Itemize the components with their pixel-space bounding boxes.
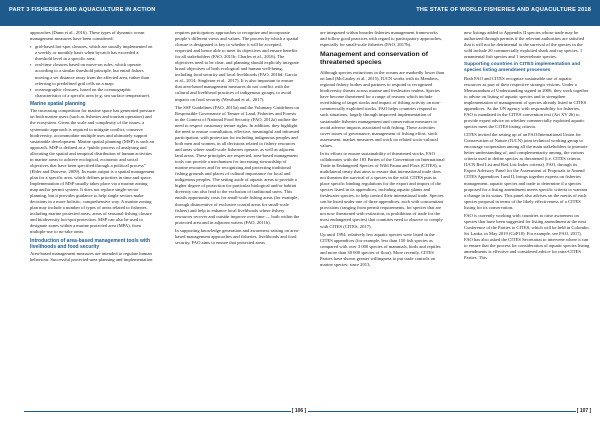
paragraph: approaches (Dunn et al., 2016). These types of dynamic ocean management measures have been considered: bbox=[30, 30, 145, 42]
paragraph: requires participatory approaches to recognize and incorporate people’s different views and values. The process by which a spatial closure is designated is key to whether it will be accepted, respected and hence able to meet its objectives and ensure benefits for all stakeholders (FAO, 2011b; Charles et al., 2016). The objectives need to be clear, and planning should explicitly integrate broad objectives of both ecological and human well-being, including food security and local livelihoods (FAO, 2016d; Garcia et al., 2014; Singleton et al., 2017). It is also important to ensure that area-based management measures do not conflict with the cultural and livelihood practices of indigenous groups, to avoid impacts on food security (Westlund et al., 2017). bbox=[175, 30, 299, 102]
list-item: ▪ real-time closures based on move-on rules, which operate according to a similar threshold principle, but entail fishers moving a set distance away from the affected area, rather than referring to predefined grid cells on a map; bbox=[30, 62, 155, 86]
text-column-3 bbox=[320, 30, 445, 404]
section-heading-msp: Marine spatial planning bbox=[30, 100, 86, 107]
paragraph: Both FAO and CITES recognize sustainable use of aquatic resources as part of their respective strategic visions. Under a Memorandum of Understanding signed in 2006, they work together to advise on listing of aquatic species and to strengthen implementation of management of species already listed in CITES appendices. As the UN agency with responsibility for fisheries, FAO is mandated in the CITES convention text (Art XV 2b) to provide expert advice on whether commercially exploited aquatic species meet the CITES listing criteria. bbox=[464, 75, 589, 129]
paragraph: Area-based management measures are intended to regulate human behaviour. Successful protected-area planning and implementation bbox=[30, 251, 153, 263]
page-number-right: [ 107 ] bbox=[576, 408, 592, 414]
section-heading-introduction: Introduction of area-based management tools with livelihoods and food security bbox=[30, 237, 151, 250]
bullet-list bbox=[30, 44, 155, 98]
paragraph: In its efforts to ensure sustainability of threatened stocks, FAO collaborates with the 183 Parties of the Convention on International Trade in Endangered Species of Wild Fauna and Flora (CITES), a multilateral treaty that aims to ensure that international trade does not threaten the survival of a species in the wild. CITES puts in place specific binding regulations for the export and import of the species listed in its appendices, including aquatic plants and freshwater species, to help control their international trade. Species can be listed under one of three appendices, each with concomitant provisions (ranging from permit requirements, for species that are not now threatened with extinction, to prohibition of trade for the most endangered species) that countries need to observe to comply with CITES (CITES, 2017). bbox=[320, 150, 445, 229]
text-column-1 bbox=[30, 30, 155, 404]
footer-rule bbox=[24, 411, 294, 412]
paragraph: CITES invited the setting up of an FAO/International Union for Conservation of Nature (IUCN) joint technical working group to encourage cooperation among all the main stakeholders to promote better understanding of, and complementarity among, the various criteria used to define species as threatened (i.e. CITES criteria, IUCN Red List and Red List Index criteria). FAO, through its Expert Advisory Panel for the Assessment of Proposals to Amend CITES Appendices I and II, brings together experts on fisheries management, aquatic species and trade to determine if a species proposed for a listing amendment meets specific criteria to warrant a change in its status. This panel also advises on the merits of each species proposal in terms of the likely effectiveness of a CITES listing for its conservation. bbox=[464, 132, 588, 210]
paragraph: Although species extinctions in the oceans are markedly lower than on land (McCauley et al., 2015), IUCN works with its Members, regional fishery bodies and partners to respond to recognized biodiversity threats across marine and freshwater realms. Species have become threatened for a range of reasons which include overfishing of target stocks and impact of fishing activity on non-commercially exploited stocks. FAO helps countries respond to such situations, largely through improved implementation of sustainable fisheries management and conservation measures to avoid adverse impacts associated with fishing. These activities cover issues of governance, management of fishing effort, stock assessment, market measures and work on related socio-cultural values. bbox=[320, 70, 445, 148]
section-heading-threatened-species: Management and conservation of threatened species bbox=[320, 51, 429, 67]
section-heading-cites-support: Supporting countries in CITES implementation and species listing amendment processes bbox=[464, 62, 581, 74]
page-header bbox=[0, 0, 600, 26]
paragraph: are integrated within broader fisheries management frameworks and follow good practices with regard to participatory approaches, especially for small-scale fisheries (FAO, 2017b). bbox=[320, 30, 443, 48]
header-part-title: PART 3 FISHERIES AND AQUACULTURE IN ACTION bbox=[9, 7, 156, 13]
footer-rule bbox=[308, 411, 576, 412]
header-publication-title: THE STATE OF WORLD FISHERIES AND AQUACULTURE 2018 bbox=[416, 7, 591, 13]
paragraph: The SSF Guidelines (FAO, 2015a) and the Voluntary Guidelines on Responsible Governance of Tenure of Land, Fisheries and Forests in the Context of National Food Security (FAO, 2012a) outline the need to respect customary tenure rights. In addition, they highlight the need to ensure consultation, effective, meaningful and informed participation, with protection for including indigenous peoples and both men and women, in all decisions related to fishery resources and areas where small-scale fisheries operate, as well as adjacent land areas. These principles are respected, area-based management tools can provide a mechanism for increasing stewardship of marine resources and for recognizing and protecting traditional fishing grounds and places of cultural importance for local and indigenous peoples. The setting aside of aquatic areas to provide a higher degree of protection for particular biological and/or habitat diversity can also lead to the exclusion of traditional users. This entails opportunity costs for small-scale fishing areas (for example, through disincentive of exclusive coastal areas for small-scale fishers) and help to enhance local livelihoods where fishery resources recover and outside improve over time — both within the protected area and in adjacent waters (FAO, 2011b). bbox=[175, 104, 300, 225]
text-column-2 bbox=[175, 30, 300, 404]
text-column-4 bbox=[464, 30, 590, 404]
page-footer bbox=[0, 406, 600, 418]
paragraph: new listings added to Appendix II species whose trade may be authorized through permits if the relevant authorities are satisfied that it will not be detrimental to the survival of the species in the wild include 20 commercially exploited shark and ray species, 1 ornamental fish species and 1 invertebrate species. bbox=[464, 30, 585, 60]
list-item: ▪ oceanographic closures, based on the oceanographic characteristics of a specific area (e.g. sea surface temperature). bbox=[30, 87, 155, 99]
page-number-left: [ 106 ] bbox=[291, 408, 307, 414]
paragraph: FAO is currently working with countries to raise awareness on species that have been suggested for listing amendment at the next Conference of the Parties to CITES, which will be held in Colombo, Sri Lanka, in May 2019 (CoP18). For example, see FAO, 2017j. FAO has also asked the CITES Secretariat to intervene where it can to ensure that the process for consideration of aquatic species listing amendments is effective and considered advice for intra-CITES Parties. This bbox=[464, 212, 590, 261]
list-item: ▪ grid-based hot-spot closures, which are usually implemented on a weekly or monthly basis when bycatch has exceeded a threshold level in a specific area; bbox=[30, 44, 155, 62]
paragraph: The increasing competition for marine space has generated pressure on both marine users (such as fisheries and tourism operators) and the ecosystem. Given the scale and complexity of the issues, a systematic approach is required to mitigate conflict, conserve biodiversity, accommodate multiple uses and ultimately support sustainable development. Marine spatial planning (MSP) is such an approach. MSP is defined as a “public process of analysing and allocating the spatial and temporal distribution of human activities in marine areas to achieve ecological, economic and social objectives that have been specified through a political process” (Ehler and Douvere, 2009). Its main output is a spatial management plan for a specific area, which defines priorities in time and space. Implementation of MSP usually takes place via a marine zoning map and/or permit system. It does not replace single-sector planning, but it provides guidance to help single sectors make decisions in a more holistic, comprehensive way. A marine zoning plan may include a number of types of areas related to fisheries, including marine protected areas, areas of seasonal fishing closure and biodiversity hot-spot protection. MSP can also be used to designate zones within a marine protected area (MPA), from multiple-use to no-take areas. bbox=[30, 108, 155, 235]
paragraph: In supporting knowledge generation and awareness-raising on area-based management approaches and fisheries, livelihoods and food security, FAO aims to ensure that protected areas bbox=[175, 227, 300, 245]
paragraph: Up until 1994, relatively few aquatic species were listed in the CITES appendices (for example, less than 150 fish species as compared with over 3 000 species of mammals, birds and reptiles and more than 30 000 species of flora). More recently, CITES Parties have shown greater willingness to put trade controls on marine species; since 2013, bbox=[320, 231, 441, 267]
